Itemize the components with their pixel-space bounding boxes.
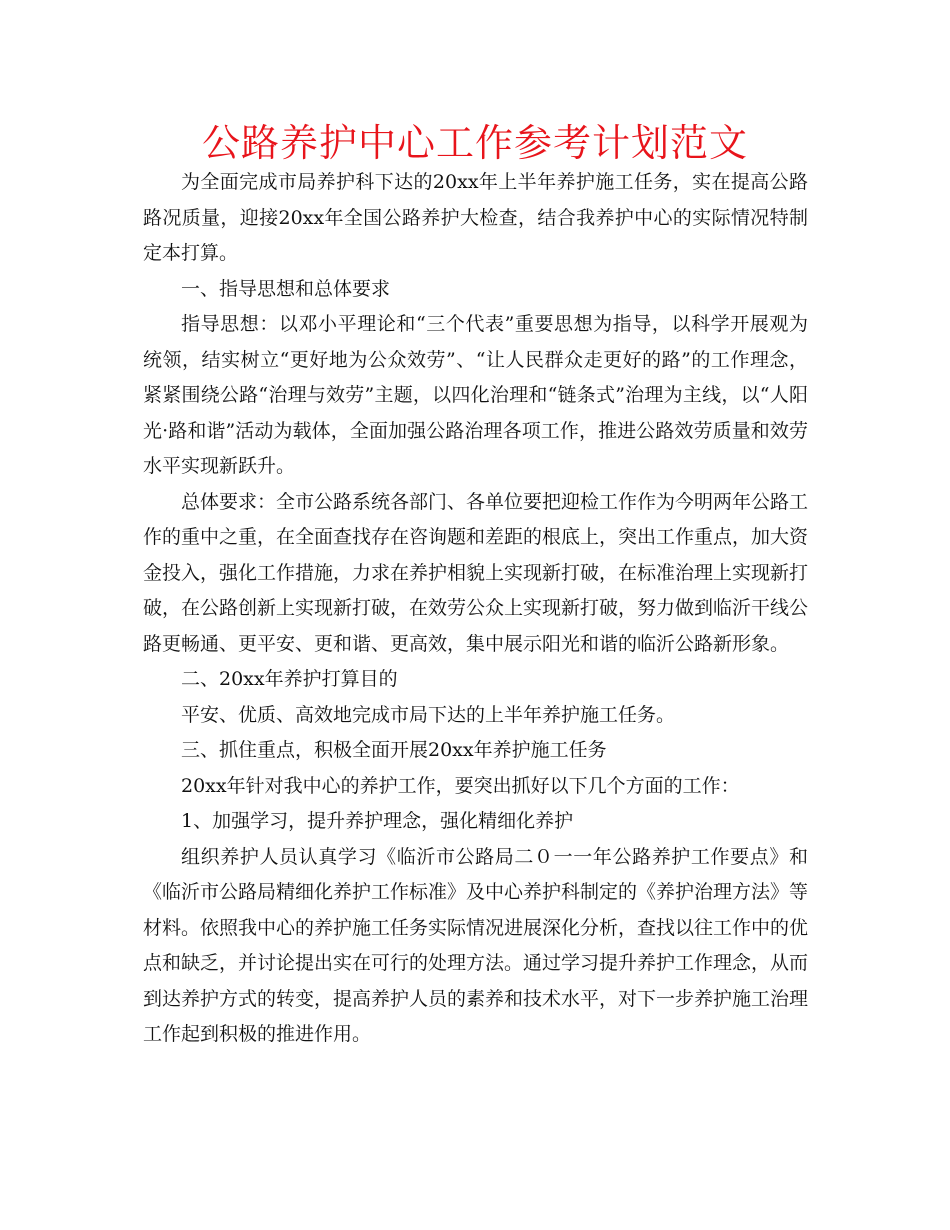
heading-section-3: 三、抓住重点，积极全面开展20xx年养护施工任务 [181, 739, 607, 761]
paragraph-objective: 平安、优质、高效地完成市局下达的上半年养护施工任务。 [181, 703, 676, 726]
document-body [143, 165, 808, 1053]
heading-subsection-1: 1、加强学习，提升养护理念，强化精细化养护 [181, 810, 574, 832]
paragraph-overall-requirements: 总体要求：全市公路系统各部门、各单位要把迎检工作作为今明两年公路工作的重中之重，在全面查找存在咨询题和差距的根底上，突出工作重点，加大资金投入，强化工作措施，力求在养护相貌上实现新打破，在标准治理上实现新打破，在公路创新上实现新打破，在效劳公众上实现新打破，努力做到临沂干线公路更畅通、更平安、更和谐、更高效，集中展示阳光和谐的临沂公路新形象。 [143, 490, 809, 655]
paragraph-focus-intro: 20xx年针对我中心的养护工作，要突出抓好以下几个方面的工作： [181, 774, 740, 797]
heading-section-2: 二、20xx年养护打算目的 [181, 668, 398, 690]
document-title: 公路养护中心工作参考计划范文 [201, 121, 748, 165]
paragraph-intro: 为全面完成市局养护科下达的20xx年上半年养护施工任务，实在提高公路路况质量，迎接20xx年全国公路养护大检查，结合我养护中心的实际情况特制定本打算。 [143, 171, 808, 264]
paragraph-guiding-ideology: 指导思想：以邓小平理论和“三个代表”重要思想为指导，以科学开展观为统领，结实树立“更好地为公众效劳”、“让人民群众走更好的路”的工作理念，紧紧围绕公路“治理与效劳”主题，以四化治理和“链条式”治理为主线，以“人阳光·路和谐”活动为载体，全面加强公路治理各项工作，推进公路效劳质量和效劳水平实现新跃升。 [143, 313, 808, 477]
heading-section-1: 一、指导思想和总体要求 [181, 277, 391, 300]
paragraph-study: 组织养护人员认真学习《临沂市公路局二０一一年公路养护工作要点》和《临沂市公路局精细化养护工作标准》及中心养护科制定的《养护治理方法》等材料。依照我中心的养护施工任务实际情况进展深化分析，查找以往工作中的优点和缺乏，并讨论提出实在可行的处理方法。通过学习提升养护工作理念，从而到达养护方式的转变，提高养护人员的素养和技术水平，对下一步养护施工治理工作起到积极的推进作用。 [143, 845, 809, 1045]
